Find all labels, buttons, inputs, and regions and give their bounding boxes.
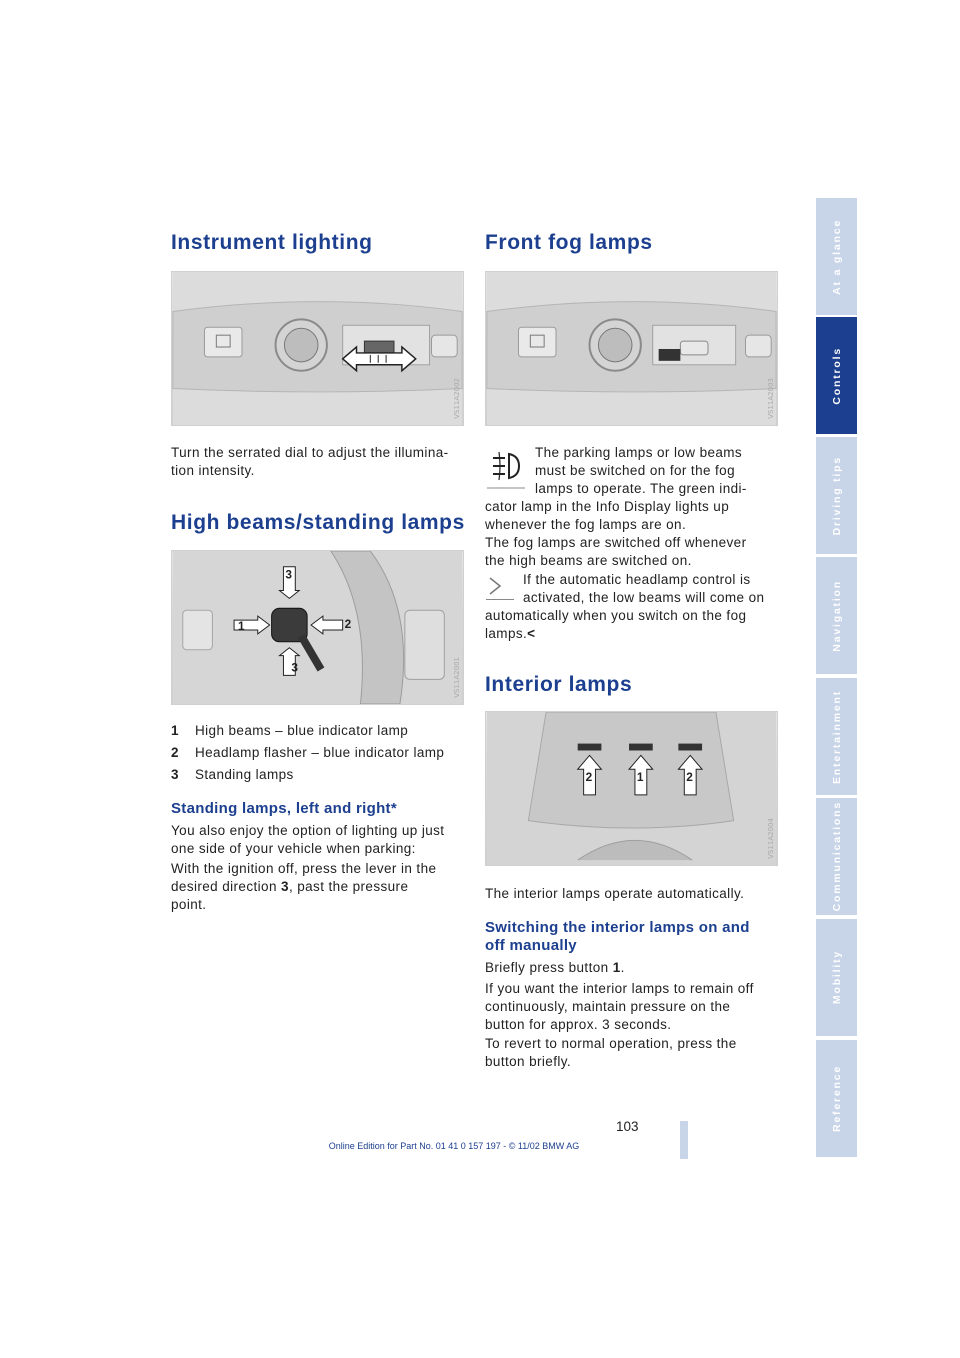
svg-text:2: 2 [686,770,693,785]
end-marker: < [527,626,536,641]
interior-lamp-buttons-illustration [486,712,777,865]
switching-para2: If you want the interior lamps to remain off continuously, maintain pressure on the button for approx. 3 seconds. [485,981,754,1032]
tab-communications[interactable]: Communications [816,798,857,917]
fog-lamp-indicator-icon [487,446,515,472]
fog-lamps-para1-indented: The parking lamps or low beams must be switched on for the fog lamps to operate. The green indi- [535,445,747,496]
switching-para1: Briefly press button 1. [485,960,625,975]
high-beams-figure [171,550,464,705]
heading-instrument-lighting: Instrument lighting [171,231,373,254]
svg-text:2: 2 [344,616,352,631]
interior-lamps-text: The interior lamps operate automatically. [485,886,745,901]
steering-lever-illustration [172,551,463,704]
tab-mobility[interactable]: Mobility [816,919,857,1038]
svg-text:3: 3 [285,567,293,582]
heading-interior-lamps: Interior lamps [485,673,633,696]
tab-entertainment[interactable]: Entertainment [816,678,857,797]
tab-reference[interactable]: Reference [816,1040,857,1159]
instrument-lighting-figure [171,271,464,426]
tab-controls[interactable]: Controls [816,317,857,436]
instrument-lighting-text: Turn the serrated dial to adjust the illumina- tion intensity. [171,445,449,478]
page-number-bar [680,1121,688,1159]
switching-para3: To revert to normal operation, press the button briefly. [485,1036,737,1069]
figure-code: VS11A2004 [767,818,775,859]
figure-code: VS11A2002 [453,378,461,419]
footer-edition-note: Online Edition for Part No. 01 41 0 157 197 - © 11/02 BMW AG [328,1141,580,1151]
dashboard-dial-illustration [172,272,463,425]
heading-high-beams: High beams/standing lamps [171,511,465,534]
fog-lamps-para2: The fog lamps are switched off whenever the high beams are switched on. [485,535,747,568]
page-number: 103 [616,1119,639,1134]
svg-text:1: 1 [636,770,644,785]
note-arrow-icon [486,574,514,600]
fog-lamps-figure [485,271,778,426]
fog-lamps-note-rest: automatically when you switch on the fog lamps.< [485,608,747,641]
tab-driving-tips[interactable]: Driving tips [816,437,857,556]
heading-front-fog-lamps: Front fog lamps [485,231,653,254]
figure-code: VS11A2001 [453,657,461,698]
standing-lamps-para1: You also enjoy the option of lighting up just one side of your vehicle when parking: [171,823,445,856]
list-item: 1 High beams – blue indicator lamp [171,723,409,738]
fog-lamps-para1-rest: cator lamp in the Info Display lights up whenever the fog lamps are on. [485,499,730,532]
tab-navigation[interactable]: Navigation [816,557,857,676]
svg-text:2: 2 [585,770,593,785]
list-item: 3 Standing lamps [171,767,294,782]
standing-lamps-para2: With the ignition off, press the lever in the desired direction 3, past the pressure point. [171,861,437,912]
list-item: 2 Headlamp flasher – blue indicator lamp [171,745,445,760]
svg-text:3: 3 [291,660,298,675]
svg-text:1: 1 [238,618,245,633]
tab-at-a-glance[interactable]: At a glance [816,198,857,317]
heading-switching-interior-lamps: Switching the interior lamps on and off manually [485,919,750,954]
fog-lamp-switch-illustration [486,272,777,425]
heading-standing-lamps: Standing lamps, left and right* [171,800,397,817]
interior-lamps-figure [485,711,778,866]
figure-code: VS11A2003 [767,378,775,419]
fog-lamps-note-indented: If the automatic headlamp control is activated, the low beams will come on [523,572,765,605]
